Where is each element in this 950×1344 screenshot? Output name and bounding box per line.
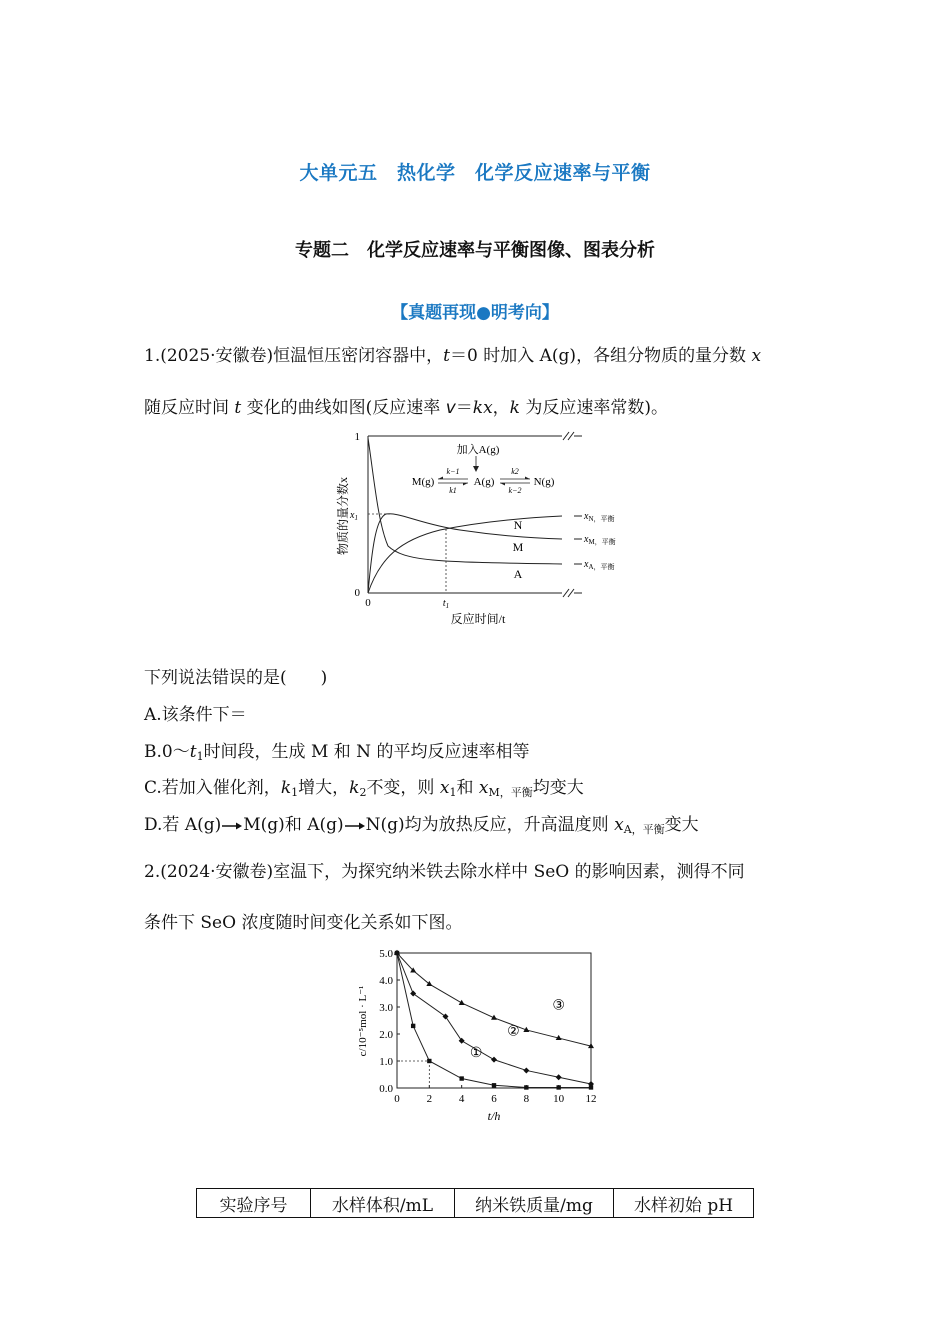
q1-option-d: D.若 A(g) M(g)和 A(g) N(g)均为放热反应，升高温度则 $x_{A,平衡}$变大 [144, 815, 699, 836]
y-tick-label: 0.0 [379, 1083, 393, 1095]
x-tick-label: 6 [491, 1093, 497, 1105]
data-point-diamond [523, 1067, 529, 1073]
data-point-square [492, 1083, 496, 1087]
scheme-a: A(g) [473, 476, 495, 488]
q2-stem-line1: 2.(2024·安徽卷)室温下，为探究纳米铁去除水样中 SeO 的影响因素，测得不同 [144, 862, 745, 882]
data-point-square [459, 1076, 463, 1080]
x-tick-label: 12 [585, 1093, 597, 1105]
y-tick-label: 4.0 [379, 975, 393, 987]
q1-stem-line1: 1.(2025·安徽卷)恒温恒压密闭容器中，t＝0 时加入 A(g)，各组分物质的量分数 x [144, 346, 762, 366]
annotation-add: 加入A(g) [456, 444, 500, 456]
x-tick-label: 8 [523, 1093, 530, 1105]
table-header-cell: 水样体积/mL [311, 1189, 455, 1218]
k-minus1: k−1 [446, 467, 460, 476]
q1-option-b: $B.0\sim t_1$时间段，生成 M 和 N 的平均反应速率相等 [144, 742, 530, 763]
arrow-icon [221, 821, 243, 831]
x-tick-label: 2 [426, 1093, 433, 1105]
x-axis-label: 反应时间/t [450, 612, 506, 626]
q2-chart [350, 944, 620, 1133]
scheme-n: N(g) [533, 476, 555, 488]
table-header-cell: 纳米铁质量/mg [455, 1189, 614, 1218]
curve-n [368, 516, 562, 593]
x-tick-label: 4 [458, 1093, 465, 1105]
q1-figure [330, 428, 630, 637]
q2-stem-line2: 条件下 SeO 浓度随时间变化关系如下图。 [144, 913, 463, 933]
series-line [397, 953, 591, 1087]
eq-label-m: $x_{M,平衡}$ [584, 534, 616, 546]
eq-label-a: $x_{A,平衡}$ [584, 559, 615, 571]
x-tick-t1: $t_1$ [442, 598, 450, 610]
data-point-triangle [459, 1000, 465, 1005]
data-point-triangle [426, 981, 432, 986]
q1-option-c: C.若加入催化剂，$k_1$增大，$k_2$不变，则 $x_1$和 $x_{M,平衡}$均变大 [144, 778, 584, 799]
arrow-icon [344, 821, 366, 831]
q1-option-a: A.该条件下＝ [144, 705, 247, 725]
table-header-row [197, 1189, 754, 1218]
chart-x-axis-label: t/h [487, 1109, 501, 1123]
label-a: A [513, 567, 523, 581]
series-name-label: ③ [552, 998, 565, 1014]
y-tick-x1: $x_1$ [350, 510, 358, 522]
k2: k2 [511, 467, 519, 476]
scheme-m: M(g) [411, 476, 435, 488]
table-header-cell: 实验序号 [197, 1189, 311, 1218]
y-tick-top: 1 [354, 431, 360, 443]
section-title: 【真题再现●明考向】 [391, 303, 559, 323]
y-tick-label: 3.0 [379, 1002, 393, 1014]
eq-label-n: $x_{N,平衡}$ [584, 511, 615, 523]
table-header-cell: 水样初始 pH [614, 1189, 754, 1218]
k1: k1 [449, 486, 457, 495]
x-tick-zero: 0 [365, 597, 371, 609]
y-tick-label: 2.0 [379, 1029, 393, 1041]
q1-stem-line2: 随反应时间 t 变化的曲线如图(反应速率 v＝kx，k 为反应速率常数)。 [144, 398, 669, 418]
y-tick-label: 1.0 [379, 1056, 393, 1068]
data-point-square [411, 1024, 415, 1028]
data-point-square [556, 1085, 560, 1089]
label-m: M [512, 540, 524, 554]
data-point-diamond [491, 1057, 497, 1063]
data-point-square [427, 1059, 431, 1063]
y-axis-label: 物质的量分数x [336, 476, 350, 556]
series-name-label: ② [507, 1024, 520, 1040]
data-point-square [524, 1085, 528, 1089]
chart-y-axis-label: c/10⁻⁵mol · L⁻¹ [357, 985, 369, 1057]
curve-a [368, 438, 562, 564]
experiment-table [196, 1188, 754, 1218]
series-name-label: ① [469, 1045, 483, 1061]
topic-title: 专题二 化学反应速率与平衡图像、图表分析 [295, 240, 655, 261]
y-tick-zero: 0 [354, 587, 360, 599]
data-point-diamond [556, 1074, 562, 1080]
unit-title: 大单元五 热化学 化学反应速率与平衡 [299, 162, 651, 184]
x-tick-label: 10 [553, 1093, 565, 1105]
k-minus2: k−2 [508, 486, 522, 495]
y-tick-label: 5.0 [379, 948, 393, 960]
data-point-diamond [459, 1038, 465, 1044]
x-tick-label: 0 [394, 1093, 400, 1105]
label-n: N [513, 518, 523, 532]
q1-question: 下列说法错误的是( ) [144, 668, 328, 688]
